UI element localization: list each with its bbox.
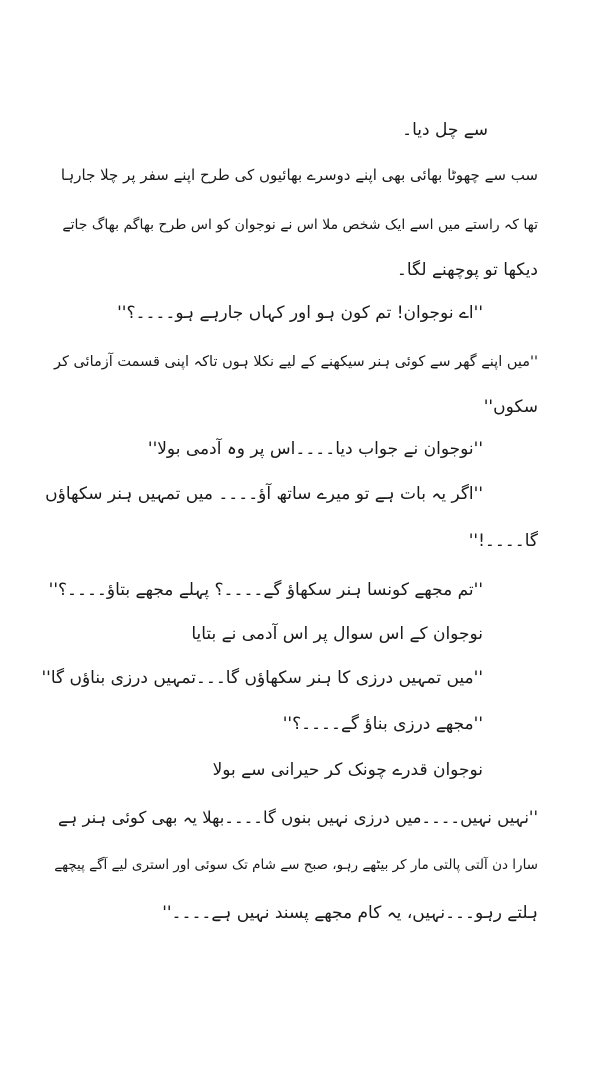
- text-line: ''میں اپنے گھر سے کوئی ہنر سیکھنے کے لیے نکلا ہوں تاکہ اپنی قسمت آزمائی کر: [53, 354, 538, 370]
- text-line: سکوں'': [483, 397, 538, 417]
- text-line: ''نوجوان نے جواب دیا۔۔۔۔اس پر وہ آدمی بولا'': [147, 439, 483, 459]
- text-line: ''تم مجھے کونسا ہنر سکھاؤ گے۔۔۔۔؟ پہلے مجھے بتاؤ۔۔۔۔؟'': [48, 580, 483, 600]
- text-line: ''اگر یہ بات ہے تو میرے ساتھ آؤ۔۔۔۔ میں تمہیں ہنر سکھاؤں: [45, 484, 483, 504]
- text-line: گا۔۔۔۔!'': [468, 531, 538, 551]
- text-line: نوجوان کے اس سوال پر اس آدمی نے بتایا: [191, 624, 483, 644]
- text-line: ''نہیں نہیں۔۔۔۔میں درزی نہیں بنوں گا۔۔۔۔بھلا یہ بھی کوئی ہنر ہے: [58, 808, 538, 827]
- text-line: سے چل دیا۔: [402, 120, 488, 140]
- text-line: ''میں تمہیں درزی کا ہنر سکھاؤں گا۔۔۔تمہیں درزی بناؤں گا'': [41, 668, 483, 688]
- text-line: سب سے چھوٹا بھائی بھی اپنے دوسرے بھائیوں کی طرح اپنے سفر پر چلا جارہا: [60, 166, 538, 184]
- text-line: ''اے نوجوان! تم کون ہو اور کہاں جارہے ہو۔۔۔۔؟'': [117, 303, 483, 323]
- text-line: تھا کہ راستے میں اسے ایک شخص ملا اس نے نوجوان کو اس طرح بھاگم بھاگ جاتے: [62, 217, 538, 233]
- text-line: سارا دن آلتی پالتی مار کر بیٹھے رہو، صبح سے شام تک سوئی اور استری لیے آگے پیچھے: [54, 857, 538, 873]
- text-line: ہلتے رہو۔۔۔نہیں، یہ کام مجھے پسند نہیں ہے۔۔۔۔'': [162, 903, 538, 923]
- text-line: دیکھا تو پوچھنے لگا۔: [396, 260, 538, 280]
- text-line: نوجوان قدرے چونک کر حیرانی سے بولا: [212, 760, 483, 780]
- text-line: ''مجھے درزی بناؤ گے۔۔۔۔؟'': [282, 714, 483, 734]
